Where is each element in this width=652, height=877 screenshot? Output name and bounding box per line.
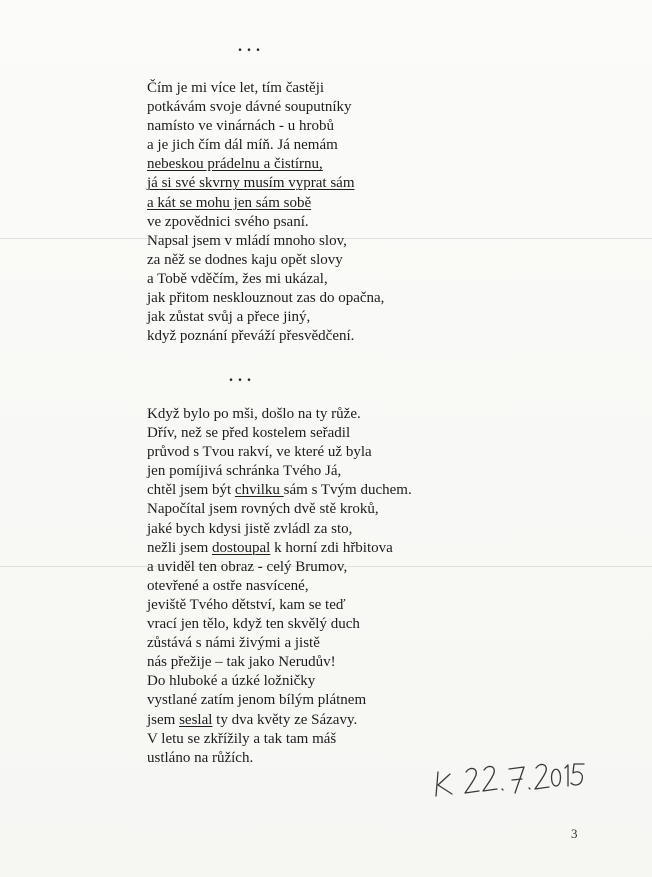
poem-line	[147, 558, 412, 577]
poem-line	[147, 711, 412, 730]
line-text: za něž se dodnes kaju opět slovy	[147, 251, 343, 268]
poem-line	[147, 98, 384, 117]
line-text: Napsal jsem v mládí mnoho slov,	[147, 232, 347, 249]
line-text: V letu se zkřížily a tak tam máš	[147, 730, 337, 747]
poem-line	[147, 213, 384, 232]
poem-line	[147, 749, 412, 768]
underlined-text: dostoupal	[211, 539, 271, 556]
line-text: jaké bych kdysi jistě zvládl za sto,	[147, 520, 353, 537]
poem-line	[147, 462, 412, 481]
line-text: ustláno na růžích.	[147, 749, 254, 766]
poem-line	[147, 194, 384, 213]
line-text: Napočítal jsem rovných dvě stě kroků,	[147, 501, 379, 518]
line-text: jak zůstat svůj a přece jiný,	[147, 309, 311, 326]
line-text: jak přitom nesklouznout zas do opačna,	[147, 290, 385, 307]
line-text: Dřív, než se před kostelem seřadil	[147, 425, 351, 442]
line-text: vrací jen tělo, když ten skvělý duch	[147, 616, 360, 633]
line-text: otevřené a ostře nasvícené,	[147, 577, 309, 594]
poem-line	[147, 691, 412, 710]
line-text: Čím je mi více let, tím častěji	[147, 80, 325, 96]
poem-line	[147, 443, 412, 462]
line-text: sám s Tvým duchem.	[283, 482, 412, 499]
line-text: a uviděl ten obraz - celý Brumov,	[147, 558, 348, 575]
poem-first	[147, 79, 384, 346]
poem-line	[147, 79, 384, 98]
line-text: Když bylo po mši, došlo na ty růže.	[147, 406, 361, 422]
underlined-text: chvilku	[234, 482, 284, 499]
poem-line	[147, 117, 384, 136]
poem-line	[147, 520, 412, 539]
line-text: namísto ve vinárnách - u hrobů	[147, 118, 335, 135]
page-number: 3	[571, 826, 578, 841]
line-text: jeviště Tvého dětství, kam se teď	[147, 596, 346, 613]
line-text: jen pomíjivá schránka Tvého Já,	[147, 463, 342, 480]
line-text: a Tobě vděčím, žes mi ukázal,	[147, 270, 328, 287]
poem-line	[147, 174, 384, 193]
poem-line	[147, 308, 384, 327]
poem-line	[147, 155, 384, 174]
underlined-text: já si své skvrny musím vyprat sám	[147, 175, 355, 192]
poem-line	[147, 232, 384, 251]
underlined-text: a kát se mohu jen sám sobě	[147, 194, 312, 211]
poem-line	[147, 251, 384, 270]
line-text: průvod s Tvou rakví, ve které už byla	[147, 444, 372, 461]
line-text: vystlané zatím jenom bílým plátnem	[147, 692, 367, 709]
poem-second	[147, 405, 412, 768]
stanza-separator: ...	[229, 368, 256, 385]
line-text: a je jich čím dál míň. Já nemám	[147, 137, 338, 154]
poem-line	[147, 136, 384, 155]
line-text: nás přežije – tak jako Nerudův!	[147, 654, 336, 671]
poem-line	[147, 424, 412, 443]
line-text: k horní zdi hřbitova	[270, 539, 393, 556]
stanza-separator: ...	[238, 38, 265, 55]
line-text: ve zpovědnici svého psaní.	[147, 213, 309, 230]
line-text: když poznání převáží přesvědčení.	[147, 328, 355, 345]
line-text: Do hluboké a úzké ložničky	[147, 673, 316, 690]
poem-line	[147, 405, 412, 424]
poem-line	[147, 270, 384, 289]
line-text: nežli jsem	[147, 539, 212, 556]
poem-line	[147, 539, 412, 558]
poem-line	[147, 653, 412, 672]
line-text: chtěl jsem být	[147, 482, 235, 499]
poem-line	[147, 327, 384, 346]
poem-line	[147, 672, 412, 691]
poem-line	[147, 577, 412, 596]
line-text: potkávám svoje dávné souputníky	[147, 99, 352, 116]
line-text: jsem	[147, 711, 180, 728]
poem-line	[147, 596, 412, 615]
line-text: ty dva květy ze Sázavy.	[212, 711, 358, 728]
handwritten-date-signature	[432, 756, 592, 802]
poem-line	[147, 615, 412, 634]
poem-line	[147, 730, 412, 749]
poem-line	[147, 289, 384, 308]
line-text: zůstává s námi živými a jistě	[147, 635, 320, 652]
underlined-text: nebeskou prádelnu a čistírnu,	[147, 156, 323, 173]
poem-line	[147, 634, 412, 653]
underlined-text: seslal	[179, 711, 213, 728]
poem-line	[147, 500, 412, 519]
poem-line	[147, 481, 412, 500]
